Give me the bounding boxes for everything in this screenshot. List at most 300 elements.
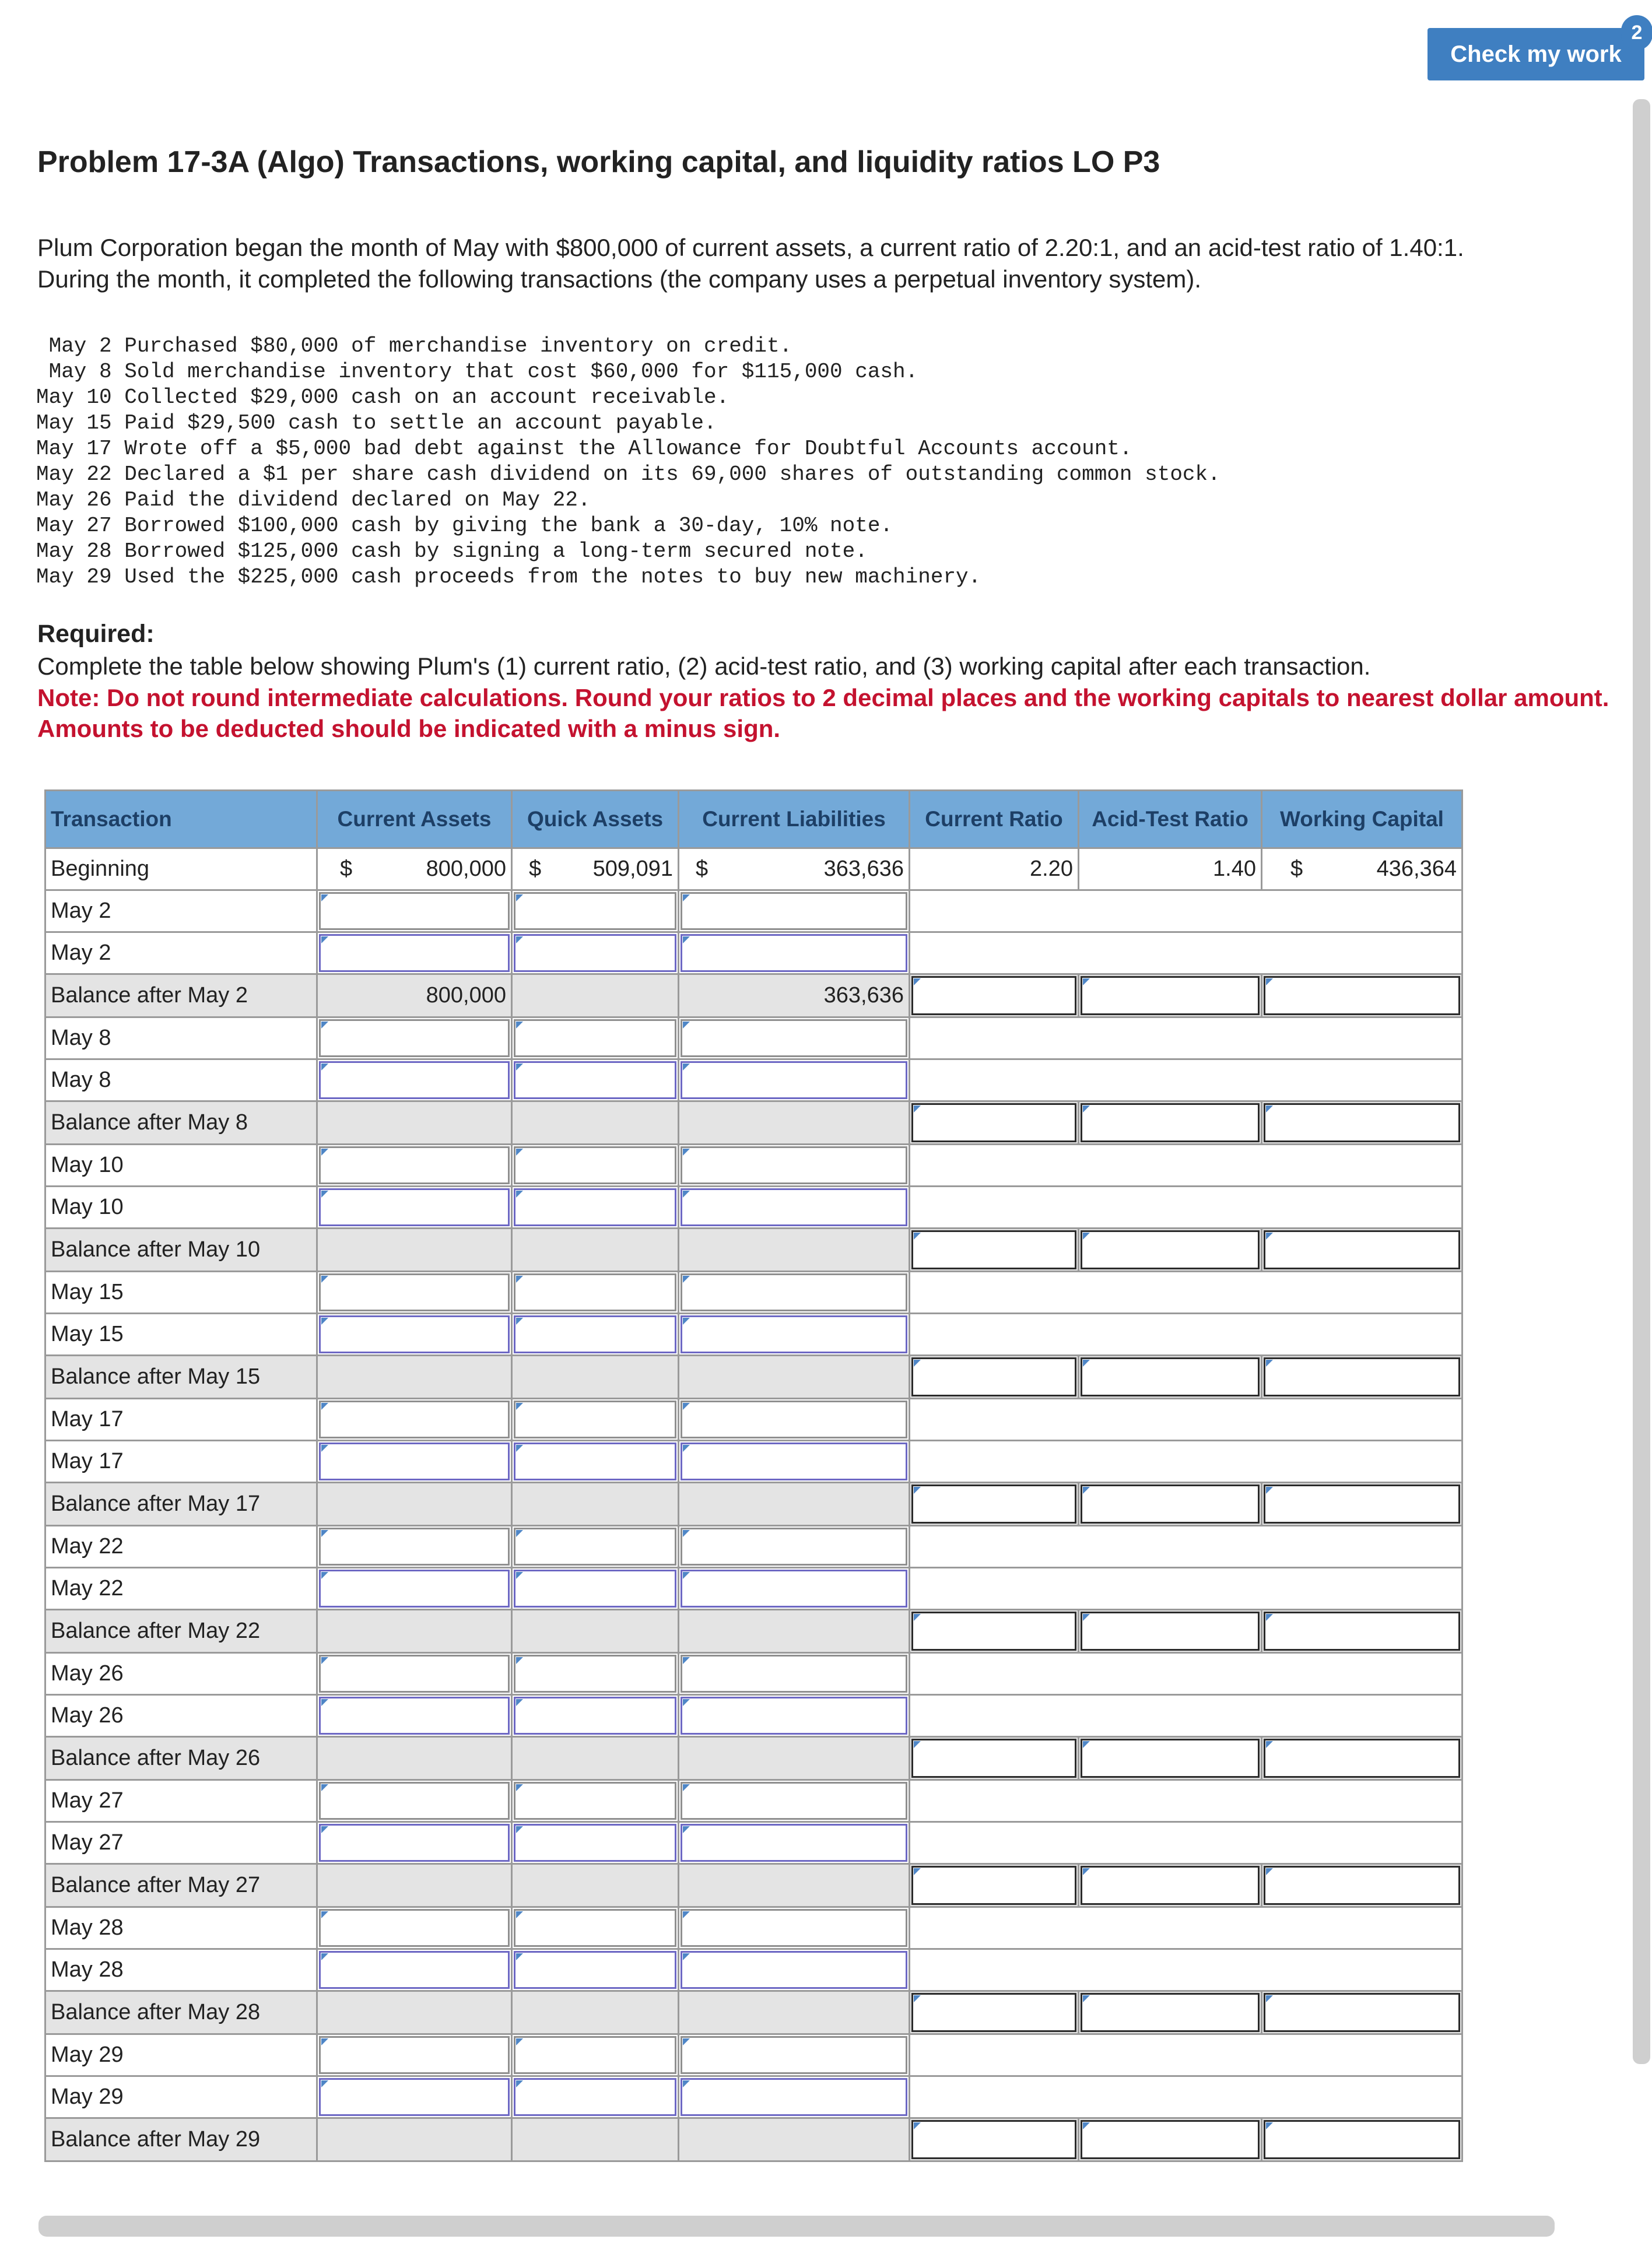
table-row-transaction (45, 2034, 1462, 2076)
input-marker-icon (683, 2038, 690, 2045)
current-ratio-input[interactable] (910, 1991, 1079, 2034)
input-box[interactable] (319, 1061, 510, 1099)
current-liabilities-input[interactable] (679, 1780, 910, 1822)
quick-assets-input[interactable] (512, 1187, 679, 1229)
working-capital-input[interactable] (1262, 974, 1462, 1017)
input-box[interactable] (514, 1401, 676, 1438)
input-box[interactable] (319, 1782, 510, 1820)
input-marker-icon (516, 1530, 523, 1537)
balance-current-liabilities (679, 1101, 910, 1145)
table-row-transaction (45, 1441, 1462, 1483)
acid-test-ratio-input[interactable] (1079, 1101, 1262, 1145)
input-box[interactable] (514, 1824, 676, 1862)
working-capital-input[interactable] (1262, 1610, 1462, 1653)
acid-test-ratio-input[interactable] (1079, 1610, 1262, 1653)
input-box[interactable] (514, 1146, 676, 1184)
current-liabilities-input[interactable] (679, 2034, 910, 2076)
input-marker-icon (516, 1403, 523, 1410)
table-row-balance (45, 1483, 1462, 1526)
transaction-line: May 27 Borrowed $100,000 cash by giving the bank a 30-day, 10% note. (36, 514, 893, 538)
input-marker-icon (1083, 2122, 1090, 2129)
quick-assets-input[interactable] (512, 1272, 679, 1314)
quick-assets-input[interactable] (512, 2076, 679, 2118)
current-liabilities-input[interactable] (679, 890, 910, 932)
row-label: May 15 (45, 1314, 317, 1356)
input-box[interactable] (514, 1061, 676, 1099)
input-box[interactable] (319, 1697, 510, 1735)
table-row-transaction (45, 932, 1462, 974)
input-marker-icon (516, 1149, 523, 1156)
current-liabilities-input[interactable] (679, 1526, 910, 1568)
acid-test-ratio-input[interactable] (1079, 1483, 1262, 1526)
quick-assets-input[interactable] (512, 890, 679, 932)
input-box[interactable] (1081, 1612, 1260, 1651)
current-assets-input[interactable] (317, 1568, 512, 1610)
input-marker-icon (321, 1657, 328, 1664)
ratio-blank-area (910, 1695, 1462, 1737)
current-assets-input[interactable] (317, 2034, 512, 2076)
acid-test-ratio-input[interactable] (1079, 974, 1262, 1017)
row-label: May 28 (45, 1907, 317, 1949)
ratio-blank-area (910, 1526, 1462, 1568)
input-box[interactable] (681, 2078, 907, 2116)
check-my-work-button[interactable]: Check my work (1427, 28, 1644, 80)
input-marker-icon (1266, 2122, 1273, 2129)
input-box[interactable] (1264, 1993, 1460, 2032)
input-box[interactable] (1264, 1485, 1460, 1524)
input-box[interactable] (514, 1188, 676, 1226)
working-capital-input[interactable] (1262, 1101, 1462, 1145)
current-assets-input[interactable] (317, 1526, 512, 1568)
acid-test-ratio-input[interactable] (1079, 1737, 1262, 1780)
input-marker-icon (516, 1445, 523, 1452)
current-assets-input[interactable] (317, 1187, 512, 1229)
input-box[interactable] (911, 1866, 1076, 1905)
current-liabilities-input[interactable] (679, 1314, 910, 1356)
row-label: May 17 (45, 1399, 317, 1441)
input-box[interactable] (681, 1655, 907, 1693)
ratio-blank-area (910, 1907, 1462, 1949)
input-box[interactable] (319, 2078, 510, 2116)
current-ratio-input[interactable] (910, 1610, 1079, 1653)
input-box[interactable] (514, 1697, 676, 1735)
row-label: Balance after May 10 (45, 1229, 317, 1272)
balance-current-liabilities (679, 1737, 910, 1780)
input-box[interactable] (681, 1315, 907, 1353)
quick-assets-input[interactable] (512, 1059, 679, 1101)
row-label: May 2 (45, 890, 317, 932)
input-box[interactable] (1081, 1866, 1260, 1905)
working-capital-input[interactable] (1262, 1864, 1462, 1907)
ratio-blank-area (910, 1780, 1462, 1822)
balance-quick-assets (512, 1101, 679, 1145)
quick-assets-input[interactable] (512, 1526, 679, 1568)
current-liabilities-input[interactable] (679, 2076, 910, 2118)
input-box[interactable] (514, 1443, 676, 1480)
acid-test-ratio-input[interactable] (1079, 1991, 1262, 2034)
input-marker-icon (683, 1022, 690, 1029)
current-assets-input[interactable] (317, 1949, 512, 1991)
input-box[interactable] (1264, 1103, 1460, 1142)
input-box[interactable] (1081, 1993, 1260, 2032)
input-box[interactable] (681, 1443, 907, 1480)
input-marker-icon (683, 1445, 690, 1452)
input-marker-icon (516, 1064, 523, 1071)
input-box[interactable] (1081, 1103, 1260, 1142)
input-marker-icon (914, 1741, 921, 1748)
row-label: Balance after May 29 (45, 2118, 317, 2161)
transaction-line: May 2 Purchased $80,000 of merchandise inventory on credit. (36, 334, 792, 358)
current-assets-input[interactable] (317, 1822, 512, 1864)
input-box[interactable] (1081, 1739, 1260, 1778)
current-assets-input[interactable] (317, 1314, 512, 1356)
input-box[interactable] (514, 1570, 676, 1608)
table-row-transaction (45, 2076, 1462, 2118)
input-box[interactable] (514, 1019, 676, 1057)
table-row-balance (45, 1737, 1462, 1780)
acid-test-ratio-input[interactable] (1079, 2118, 1262, 2161)
balance-current-assets (317, 2118, 512, 2161)
quick-assets-input[interactable] (512, 1780, 679, 1822)
input-marker-icon (914, 1360, 921, 1367)
input-marker-icon (683, 1826, 690, 1833)
input-box[interactable] (911, 1612, 1076, 1651)
balance-quick-assets (512, 2118, 679, 2161)
table-row-balance (45, 1356, 1462, 1399)
current-liabilities-input[interactable] (679, 1059, 910, 1101)
table-row-transaction (45, 890, 1462, 932)
working-capital-input[interactable] (1262, 1356, 1462, 1399)
input-marker-icon (1083, 1360, 1090, 1367)
input-box[interactable] (319, 1528, 510, 1566)
input-box[interactable] (514, 1528, 676, 1566)
value: 509,091 (592, 857, 673, 881)
input-box[interactable] (319, 2036, 510, 2074)
row-label: Balance after May 17 (45, 1483, 317, 1526)
transaction-line: May 17 Wrote off a $5,000 bad debt against the Allowance for Doubtful Accounts account. (36, 437, 1132, 461)
acid-test-ratio-input[interactable] (1079, 1356, 1262, 1399)
dollar-sign: $ (529, 857, 542, 881)
header-current-ratio: Current Ratio (910, 791, 1079, 848)
current-assets-input[interactable] (317, 1907, 512, 1949)
quick-assets-input[interactable] (512, 1441, 679, 1483)
balance-current-assets (317, 1610, 512, 1653)
quick-assets-input[interactable] (512, 1314, 679, 1356)
input-box[interactable] (319, 934, 510, 972)
input-marker-icon (321, 1572, 328, 1579)
input-box[interactable] (319, 1019, 510, 1057)
input-box[interactable] (911, 976, 1076, 1015)
input-box[interactable] (1081, 1357, 1260, 1396)
input-box[interactable] (1264, 1230, 1460, 1269)
input-box[interactable] (319, 1655, 510, 1693)
current-liabilities-input[interactable] (679, 1822, 910, 1864)
ratio-blank-area (910, 1145, 1462, 1187)
horizontal-scrollbar[interactable] (38, 2216, 1555, 2237)
table-row-balance (45, 1864, 1462, 1907)
input-box[interactable] (319, 1401, 510, 1438)
current-ratio-input[interactable] (910, 1864, 1079, 1907)
input-box[interactable] (319, 1146, 510, 1184)
current-liabilities-input[interactable] (679, 932, 910, 974)
quick-assets-input[interactable] (512, 1399, 679, 1441)
input-box[interactable] (514, 1951, 676, 1989)
header-current-liabilities: Current Liabilities (679, 791, 910, 848)
current-liabilities-input[interactable] (679, 1017, 910, 1059)
input-box[interactable] (514, 1655, 676, 1693)
input-box[interactable] (911, 1485, 1076, 1524)
quick-assets-input[interactable] (512, 1695, 679, 1737)
input-marker-icon (321, 1530, 328, 1537)
input-box[interactable] (911, 1357, 1076, 1396)
row-label: Beginning (45, 848, 317, 890)
current-assets-input[interactable] (317, 1399, 512, 1441)
input-box[interactable] (681, 1188, 907, 1226)
row-label: May 10 (45, 1187, 317, 1229)
input-box[interactable] (1081, 1230, 1260, 1269)
row-label: Balance after May 26 (45, 1737, 317, 1780)
current-assets-input[interactable] (317, 1653, 512, 1695)
input-marker-icon (1266, 1360, 1273, 1367)
acid-test-ratio-input[interactable] (1079, 1229, 1262, 1272)
balance-current-liabilities (679, 1356, 910, 1399)
current-assets-input[interactable] (317, 890, 512, 932)
current-liabilities-input[interactable] (679, 1949, 910, 1991)
working-capital-input[interactable] (1262, 1229, 1462, 1272)
input-box[interactable] (1264, 2120, 1460, 2159)
input-box[interactable] (1081, 1485, 1260, 1524)
current-assets-input[interactable] (317, 1272, 512, 1314)
current-liabilities-input[interactable] (679, 1145, 910, 1187)
current-liabilities-input[interactable] (679, 1907, 910, 1949)
input-box[interactable] (681, 1951, 907, 1989)
input-marker-icon (683, 1149, 690, 1156)
quick-assets-input[interactable] (512, 1017, 679, 1059)
input-box[interactable] (319, 1188, 510, 1226)
input-box[interactable] (1264, 1357, 1460, 1396)
working-capital-input[interactable] (1262, 1991, 1462, 2034)
input-box[interactable] (681, 1019, 907, 1057)
input-box[interactable] (1081, 976, 1260, 1015)
balance-current-liabilities (679, 1483, 910, 1526)
input-marker-icon (321, 2038, 328, 2045)
current-ratio-input[interactable] (910, 2118, 1079, 2161)
current-liabilities-input[interactable] (679, 1441, 910, 1483)
input-marker-icon (683, 1657, 690, 1664)
current-assets-input[interactable] (317, 1695, 512, 1737)
current-liabilities-input[interactable] (679, 1187, 910, 1229)
input-box[interactable] (681, 1401, 907, 1438)
input-box[interactable] (681, 1909, 907, 1947)
input-marker-icon (321, 1276, 328, 1283)
current-assets-input[interactable] (317, 1059, 512, 1101)
quick-assets-input[interactable] (512, 1145, 679, 1187)
input-box[interactable] (514, 2036, 676, 2074)
header-working-capital: Working Capital (1262, 791, 1462, 848)
input-box[interactable] (911, 1230, 1076, 1269)
input-box[interactable] (1264, 1612, 1460, 1651)
table-row-balance (45, 1229, 1462, 1272)
balance-current-assets (317, 1101, 512, 1145)
input-marker-icon (516, 1276, 523, 1283)
input-marker-icon (321, 1022, 328, 1029)
quick-assets-input[interactable] (512, 1907, 679, 1949)
ratio-blank-area (910, 1272, 1462, 1314)
input-box[interactable] (514, 892, 676, 930)
input-marker-icon (1083, 978, 1090, 985)
quick-assets-input[interactable] (512, 2034, 679, 2076)
current-assets-input[interactable] (317, 2076, 512, 2118)
beginning-acid-test-ratio: 1.40 (1079, 848, 1262, 890)
balance-current-assets (317, 1737, 512, 1780)
current-liabilities-input[interactable] (679, 1568, 910, 1610)
transaction-line: May 28 Borrowed $125,000 cash by signing a long-term secured note. (36, 539, 868, 563)
transaction-line: May 22 Declared a $1 per share cash dividend on its 69,000 shares of outstanding common stock. (36, 462, 1220, 486)
input-marker-icon (516, 1699, 523, 1706)
quick-assets-input[interactable] (512, 1822, 679, 1864)
row-label: Balance after May 2 (45, 974, 317, 1017)
input-box[interactable] (911, 2120, 1076, 2159)
input-box[interactable] (681, 1824, 907, 1862)
current-assets-input[interactable] (317, 1780, 512, 1822)
balance-current-assets (317, 1864, 512, 1907)
input-marker-icon (683, 1318, 690, 1325)
transaction-line: May 15 Paid $29,500 cash to settle an account payable. (36, 411, 717, 435)
input-box[interactable] (319, 1570, 510, 1608)
balance-quick-assets (512, 1991, 679, 2034)
quick-assets-input[interactable] (512, 932, 679, 974)
current-liabilities-input[interactable] (679, 1399, 910, 1441)
current-ratio-input[interactable] (910, 1356, 1079, 1399)
required-label: Required: (37, 620, 155, 648)
row-label: May 27 (45, 1822, 317, 1864)
table-row-transaction (45, 1399, 1462, 1441)
input-marker-icon (683, 1403, 690, 1410)
intro-line-2: During the month, it completed the following transactions (the company uses a perpetual inventory system). (37, 265, 1202, 293)
balance-current-liabilities (679, 1610, 910, 1653)
input-marker-icon (683, 1572, 690, 1579)
working-capital-input[interactable] (1262, 2118, 1462, 2161)
header-transaction: Transaction (45, 791, 317, 848)
current-ratio-input[interactable] (910, 974, 1079, 1017)
input-box[interactable] (319, 1824, 510, 1862)
current-liabilities-input[interactable] (679, 1653, 910, 1695)
input-box[interactable] (1264, 976, 1460, 1015)
input-box[interactable] (514, 1782, 676, 1820)
working-capital-input[interactable] (1262, 1483, 1462, 1526)
input-box[interactable] (681, 1146, 907, 1184)
input-box[interactable] (681, 1061, 907, 1099)
input-marker-icon (683, 1064, 690, 1071)
input-box[interactable] (1081, 2120, 1260, 2159)
input-box[interactable] (514, 1315, 676, 1353)
input-marker-icon (1083, 1868, 1090, 1875)
input-box[interactable] (319, 892, 510, 930)
input-box[interactable] (681, 934, 907, 972)
table-row-transaction (45, 1780, 1462, 1822)
input-box[interactable] (514, 1273, 676, 1311)
current-ratio-input[interactable] (910, 1483, 1079, 1526)
current-liabilities-input[interactable] (679, 1272, 910, 1314)
table-row-transaction (45, 1695, 1462, 1737)
input-marker-icon (516, 1784, 523, 1791)
input-box[interactable] (681, 1273, 907, 1311)
input-box[interactable] (911, 1993, 1076, 2032)
input-marker-icon (516, 894, 523, 901)
input-box[interactable] (319, 1909, 510, 1947)
ratio-blank-area (910, 932, 1462, 974)
input-box[interactable] (1264, 1739, 1460, 1778)
input-box[interactable] (681, 1570, 907, 1608)
current-assets-input[interactable] (317, 1441, 512, 1483)
input-marker-icon (683, 936, 690, 943)
acid-test-ratio-input[interactable] (1079, 1864, 1262, 1907)
current-assets-input[interactable] (317, 932, 512, 974)
balance-current-assets (317, 1229, 512, 1272)
table-row-transaction (45, 1568, 1462, 1610)
row-label: Balance after May 15 (45, 1356, 317, 1399)
input-marker-icon (516, 1318, 523, 1325)
row-label: May 22 (45, 1568, 317, 1610)
input-box[interactable] (319, 1443, 510, 1480)
current-ratio-input[interactable] (910, 1737, 1079, 1780)
input-box[interactable] (911, 1103, 1076, 1142)
current-liabilities-input[interactable] (679, 1695, 910, 1737)
beginning-quick-assets (512, 848, 679, 890)
input-marker-icon (321, 1911, 328, 1918)
current-assets-input[interactable] (317, 1017, 512, 1059)
input-box[interactable] (319, 1315, 510, 1353)
vertical-scrollbar[interactable] (1633, 99, 1650, 2064)
input-marker-icon (1266, 1868, 1273, 1875)
input-box[interactable] (514, 1909, 676, 1947)
attempt-count-badge: 2 (1621, 15, 1652, 50)
working-capital-input[interactable] (1262, 1737, 1462, 1780)
instruction-note: Note: Do not round intermediate calculations. Round your ratios to 2 decimal places and the working capitals to nearest dollar amount. Amounts to be deducted should be indicated with a minus sign. (37, 684, 1609, 742)
row-label: Balance after May 28 (45, 1991, 317, 2034)
input-box[interactable] (319, 1273, 510, 1311)
input-box[interactable] (514, 2078, 676, 2116)
input-box[interactable] (319, 1951, 510, 1989)
required-text: Complete the table below showing Plum's (1) current ratio, (2) acid-test ratio, and (3) working capital after each transaction. (37, 652, 1371, 680)
input-marker-icon (1266, 1233, 1273, 1240)
row-label: May 17 (45, 1441, 317, 1483)
input-box[interactable] (514, 934, 676, 972)
current-ratio-input[interactable] (910, 1101, 1079, 1145)
input-box[interactable] (1264, 1866, 1460, 1905)
row-label: May 26 (45, 1653, 317, 1695)
transaction-line: May 10 Collected $29,000 cash on an account receivable. (36, 385, 729, 409)
value: 800,000 (426, 857, 506, 881)
input-box[interactable] (911, 1739, 1076, 1778)
input-box[interactable] (681, 1528, 907, 1566)
quick-assets-input[interactable] (512, 1653, 679, 1695)
beginning-current-assets (317, 848, 512, 890)
input-marker-icon (321, 1149, 328, 1156)
quick-assets-input[interactable] (512, 1568, 679, 1610)
row-label: May 29 (45, 2076, 317, 2118)
quick-assets-input[interactable] (512, 1949, 679, 1991)
ratio-blank-area (910, 1187, 1462, 1229)
input-box[interactable] (681, 1782, 907, 1820)
input-box[interactable] (681, 892, 907, 930)
current-assets-input[interactable] (317, 1145, 512, 1187)
current-ratio-input[interactable] (910, 1229, 1079, 1272)
input-box[interactable] (681, 1697, 907, 1735)
beginning-working-capital (1262, 848, 1462, 890)
ratio-blank-area (910, 2076, 1462, 2118)
input-box[interactable] (681, 2036, 907, 2074)
